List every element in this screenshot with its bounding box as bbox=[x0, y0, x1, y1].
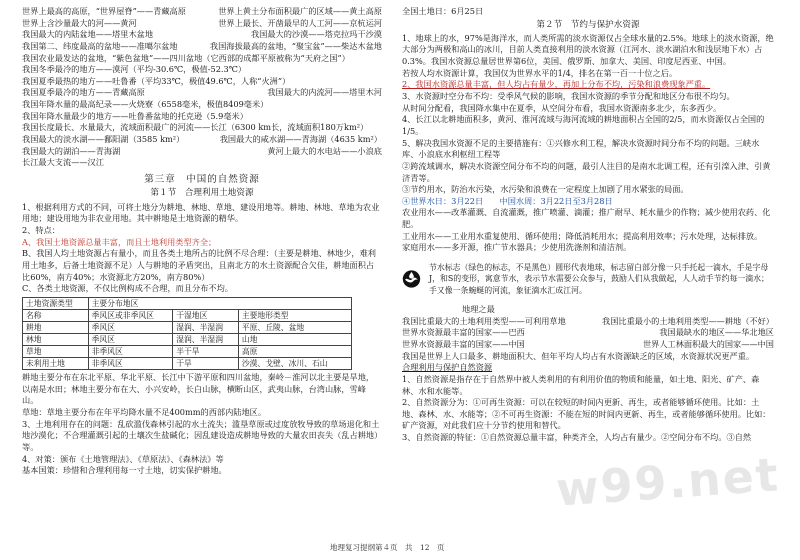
fact-item: 我国最大的咸水湖——青海湖（4635 km²） bbox=[219, 134, 382, 145]
table-cell: 非季风区 bbox=[88, 358, 173, 370]
table-cell: 半干旱 bbox=[173, 346, 239, 358]
superlative-item: 世界水资源最丰富的国家——中国 bbox=[402, 338, 525, 349]
fact-item: 我国最大的淡水湖——鄱阳湖（3585 km²） bbox=[22, 134, 185, 145]
water-paragraph-9: ③节约用水，防治水污染，水污染和浪费在一定程度上加剧了用水紧张的局面。 bbox=[402, 184, 689, 195]
table-cell: 平原、丘陵、盆地 bbox=[238, 321, 351, 333]
water-paragraph-8: ②跨流域调水，解决水资源空间分布不均的问题，最引人注目的是南水北调工程，还有引滦入津、引黄济青等。 bbox=[402, 160, 771, 183]
resource-paragraph-3: 3、自然资源的特征：①自然资源总量丰富，种类齐全，人均占有量少。②空间分布不均。③自然 bbox=[402, 432, 752, 443]
table-cell: 干旱 bbox=[173, 358, 239, 370]
resource-title: 合理利用与保护自然资源 bbox=[402, 362, 493, 373]
table-header-cell: 主要地形类型 bbox=[238, 309, 351, 321]
fact-row bbox=[22, 29, 382, 41]
fact-item: 我国海拔最高的盆地，“聚宝盆”——柴达木盆地 bbox=[209, 40, 382, 51]
logo-caption: 地理之最 bbox=[462, 304, 495, 315]
table-cell: 湿润、半湿润 bbox=[173, 333, 239, 345]
fact-item: 世界上黄土分布面积最广的区域——黄土高原 bbox=[218, 6, 382, 16]
fact-item: 我国最大的沙漠——塔克拉玛干沙漠 bbox=[250, 29, 382, 40]
water-paragraph-7: 5、解决我国水资源不足的主要措施有：①兴修水利工程，解决水资源时间分布不均的问题。三峡水库、小浪底水利枢纽工程等 bbox=[402, 137, 760, 160]
left-column bbox=[22, 6, 382, 477]
fact-item: 世界上含沙量最大的河——黄河 bbox=[22, 17, 137, 28]
fact-row bbox=[22, 6, 382, 18]
paragraph-feature-c: C、各类土地资源，不仅比例构成不合理，而且分布不均。 bbox=[22, 283, 233, 294]
section2-title: 第２节 节约与保护水资源 bbox=[536, 19, 640, 30]
water-paragraph-5: 从时间分配看，我国降水集中在夏季，从空间分布看，我国水资源南多北少，东多西少。 bbox=[402, 102, 722, 113]
superlative-item: 世界人工林面积最大的国家——中国 bbox=[642, 338, 774, 349]
table-row bbox=[23, 358, 352, 370]
paragraph-feature-b: B、我国人均土地资源占有量小，而且各类土地所占的比例不尽合理：（主要是耕地、林地少，难利用土地多，后备土地资源不足）人与耕地的矛盾突出，且南北方的水土资源配合欠佳，耕地面积占比60%，南方40%；水资源北方20%，南方80%） bbox=[22, 248, 376, 282]
superlative-item: 世界水资源最丰富的国家——巴西 bbox=[402, 327, 525, 338]
table-row bbox=[23, 346, 352, 358]
table-row bbox=[23, 321, 352, 333]
resource-paragraph-1: 1、自然资源是指存在于自然界中被人类利用的有利用价值的物质和能量，如土地、阳光、矿产、森林、水和水能等。 bbox=[402, 373, 760, 396]
right-column bbox=[402, 6, 774, 444]
paragraph-feature-a: A、我国土地资源总量丰富，而且土地利用类型齐全； bbox=[22, 236, 217, 247]
fact-item: 长江最大支流——汉江 bbox=[22, 157, 104, 168]
fact-item: 我国夏季最热的地方——吐鲁番（平均33℃，极值49.6℃，人称“火洲”） bbox=[22, 75, 291, 86]
table-row bbox=[23, 333, 352, 345]
table-cell: 沙漠、戈壁、冰川、石山 bbox=[238, 358, 351, 370]
fact-row bbox=[22, 53, 382, 65]
fact-item: 我国第二、纬度最高的盆地——准噶尔盆地 bbox=[22, 40, 178, 51]
earth-day-line: 全国土地日：6月25日 bbox=[402, 6, 484, 16]
table-header-cell: 干湿地区 bbox=[173, 309, 239, 321]
fact-row bbox=[22, 64, 382, 76]
water-day-line: ④世界水日：3月22日 中国水周：3月22日至3月28日 bbox=[402, 195, 613, 206]
fact-item: 世界上最高的高原，“世界屋脊”——青藏高原 bbox=[22, 6, 186, 16]
table-header-cell: 主要分布地区 bbox=[88, 297, 351, 309]
paragraph-distribution-2: 草地：草地主要分布在年平均降水量不足400mm的西部内陆地区。 bbox=[22, 407, 267, 418]
table-cell: 林地 bbox=[23, 333, 89, 345]
industry-water-line: 工业用水——工业用水重复使用、循环使用；降低消耗用水；提高利用效率；污水处理，达标排放。 bbox=[402, 230, 763, 241]
fact-item: 我国年降水量的最高纪录——火烧寮（6558毫米，极值8409毫米） bbox=[22, 99, 269, 110]
table-subheader-row bbox=[23, 309, 352, 321]
water-paragraph-4: 3、水资源时空分布不均：受季风气候的影响，我国水资源的季节分配和地区分布很不均匀。 bbox=[402, 91, 735, 102]
table-cell: 季风区 bbox=[88, 333, 173, 345]
fact-row bbox=[22, 76, 382, 88]
superlative-row bbox=[402, 316, 774, 328]
fact-row bbox=[22, 134, 382, 146]
fact-row bbox=[22, 18, 382, 30]
paragraph-features: 2、特点： bbox=[22, 224, 60, 235]
fact-row bbox=[22, 157, 382, 169]
fact-item: 我国夏季最冷的地方——青藏高原 bbox=[22, 87, 145, 98]
table-cell: 湿润、半湿润 bbox=[173, 321, 239, 333]
agri-water-line: 农业用水——改革灌溉、自流灌溉，推广喷灌、滴灌；推广耐早、耗水量少的作物；减少使用农药、化肥。 bbox=[402, 207, 771, 230]
superlative-item: 我国比重最大的土地利用类型——可利用草地 bbox=[402, 315, 566, 326]
paragraph-land-types: 1、根据利用方式的不同，可将土地分为耕地、林地、草地、建设用地等。耕地、林地、草地为农业用地；建设用地为非农业用地。其中耕地是土地资源的精华。 bbox=[22, 201, 380, 224]
fact-item: 我国最大的内陆盆地——塔里木盆地 bbox=[22, 29, 154, 40]
resource-paragraph-2: 2、自然资源分为：①可再生资源：可以在较短的时间内更新、再生，或者能够循环使用。比如：土地、森林、水、水能等；②不可再生资源：不能在短的时间内更新、再生，或者能够循环使用。比如：矿产资源，对此我们应十分节约使用和替代。 bbox=[402, 397, 771, 431]
paragraph-measures: 4、对策：颁布《土地管理法》、《草原法》、《森林法》等 bbox=[22, 453, 224, 464]
fact-item: 我国最大的内流河——塔里木河 bbox=[267, 87, 382, 98]
water-saving-logo-icon bbox=[402, 256, 421, 302]
paragraph-problems: 3、土地利用存在的问题：乱砍滥伐森林引起的水土流失；滥垦草原或过度放牧导致的草场退化和土地沙漠化；不合理灌溉引起的土壤次生盐碱化；因乱建设造成耕地导致的大量农田丧失（乱占耕地）等。 bbox=[22, 418, 380, 452]
chapter-title: 第三章 中国的自然资源 bbox=[144, 173, 260, 185]
fact-row bbox=[22, 122, 382, 134]
fact-row bbox=[22, 99, 382, 111]
table-header-cell: 季风区或非季风区 bbox=[88, 309, 173, 321]
superlative-row bbox=[402, 339, 774, 351]
watermark: w99.net bbox=[554, 447, 782, 517]
fact-item: 我国最大的湖泊——青海湖 bbox=[22, 145, 121, 156]
fact-row bbox=[22, 87, 382, 99]
superlative-item: 我国最缺水的地区——华北地区 bbox=[659, 327, 774, 338]
page-footer: 地理复习提纲第４页 共 12 页 bbox=[330, 543, 445, 552]
land-resource-table bbox=[22, 297, 352, 370]
water-saving-block bbox=[402, 256, 774, 302]
table-cell: 季风区 bbox=[88, 321, 173, 333]
table-header-cell: 名称 bbox=[23, 309, 89, 321]
table-header-row bbox=[23, 297, 352, 309]
fact-item: 我国农业最发达的盆地，“紫色盆地”——四川盆地（它西部的成都平原被称为“天府之国”） bbox=[22, 52, 350, 63]
fact-item: 我国长度最长、水量最大，流域面积最广的河流——长江（6300 km长，流域面积180万km²） bbox=[22, 122, 369, 133]
fact-row bbox=[22, 111, 382, 123]
table-cell: 山地 bbox=[238, 333, 351, 345]
fact-row bbox=[22, 41, 382, 53]
paragraph-national-policy: 基本国策：珍惜和合理利用每一寸土地，切实保护耕地。 bbox=[22, 465, 227, 476]
facts-list bbox=[22, 6, 382, 169]
water-paragraph-2: 若按人均水资源计算，我国仅为世界水平的1/4，排名在第一百一十位之后。 bbox=[402, 67, 678, 78]
superlative-item: 我国比重最小的土地利用类型——耕地（不好） bbox=[602, 315, 774, 326]
table-cell: 耕地 bbox=[23, 321, 89, 333]
water-paragraph-3: 2、我国水资源总量丰富，但人均占有量少，再加上分布不均，污染和浪费现象严重。 bbox=[402, 79, 711, 90]
fact-row bbox=[22, 146, 382, 158]
superlative-note: 我国是世界上人口最多、耕地面积大、但年平均人均占有水资源缺乏的区域，水资源状况更严重。 bbox=[402, 350, 755, 361]
water-paragraph-1: 1、地球上的水，97%是海洋水，而人类所需的淡水资源仅占全球水量的2.5%。地球上的淡水资源，绝大部分为两极和高山的冰川，目前人类直接利用的淡水资源（江河水、淡水湖泊水和浅层地下水）占0.3%。我国水资源总量居世界第6位，美国、俄罗斯、加拿大、美国、印度尼西亚、中国。 bbox=[402, 32, 774, 67]
table-header-cell: 土地资源类型 bbox=[23, 297, 89, 309]
fact-item: 黄河上最大的水电站——小浪底 bbox=[267, 145, 382, 156]
superlative-row bbox=[402, 327, 774, 339]
fact-item: 世界上最长、开凿最早的人工河——京杭运河 bbox=[218, 17, 382, 28]
fact-item: 我国冬季最冷的地方——漠河（平均-30.6℃，极值-52.3℃） bbox=[22, 64, 247, 75]
section1-title: 第１节 合理利用土地资源 bbox=[150, 188, 254, 199]
table-cell: 未利用土地 bbox=[23, 358, 89, 370]
table-cell: 高原 bbox=[238, 346, 351, 358]
water-saving-description: 节水标志（绿色的标志，不是黑色）圆形代表地球，标志留白部分像一只手托起一滴水，手是字母J，和S的变形，寓意节水，表示节水需要公众参与，鼓励人们从我做起，人人动手节约每一滴水；手又像一条蜿蜒的河流，象征滴水汇成江河。 bbox=[428, 263, 769, 295]
fact-item: 我国年降水量最少的地方——吐鲁番盆地的托克逊（5.9毫米） bbox=[22, 110, 248, 121]
table-cell: 草地 bbox=[23, 346, 89, 358]
table-cell: 非季风区 bbox=[88, 346, 173, 358]
paragraph-distribution-1: 耕地主要分布在东北平原、华北平原、长江中下游平原和四川盆地，秦岭－淮河以北主要是旱地，以南是水田；林地主要分布在大、小兴安岭，长白山脉，横断山区，武夷山脉，台湾山脉，雪峰山。 bbox=[22, 372, 375, 406]
water-paragraph-6: 4、长江以北耕地面积多，黄河、淮河流域与海河流域的耕地面积占全国的2/5，而水资源仅占全国的1/5。 bbox=[402, 114, 765, 136]
home-water-line: 家庭用水——多开源，推广节水器具；少使用洗涤剂和清洁剂。 bbox=[402, 242, 632, 253]
